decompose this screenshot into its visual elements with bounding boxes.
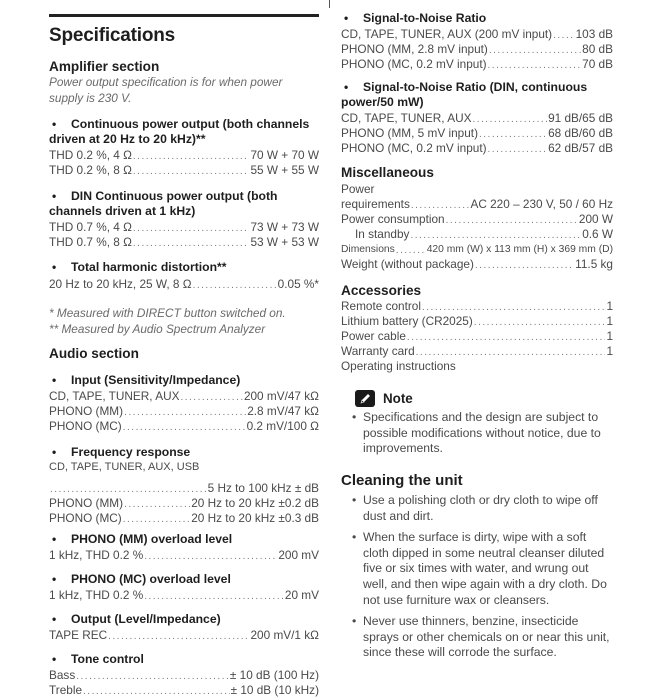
bullet-dot: • xyxy=(344,80,349,94)
bullet-dot: • xyxy=(352,614,357,629)
spec-row: requirements ..... AC 220 – 230 V, 50 / 60 Hz xyxy=(341,197,613,212)
spec-row: TAPE REC ..... 200 mV/1 kΩ xyxy=(49,628,319,643)
audio-heading: Audio section xyxy=(49,346,139,361)
din-power-block xyxy=(49,189,319,250)
misc-block xyxy=(341,165,613,272)
bullet-dot: • xyxy=(52,572,57,586)
output-heading: • Output (Level/Impedance) xyxy=(52,612,221,626)
spec-row: PHONO (MM, 5 mV input) ..... 68 dB/60 dB xyxy=(341,126,613,141)
bullet-dot: • xyxy=(352,410,357,424)
spec-row: Remote control ..... 1 xyxy=(341,299,613,314)
spec-row: CD, TAPE, TUNER, AUX (200 mV input) ..... 103 dB xyxy=(341,27,613,42)
note-text: • Specifications and the design are subject to possible modifications without notice, due to improvements. xyxy=(352,410,601,456)
top-rule xyxy=(49,14,319,17)
mm-overload-heading: • PHONO (MM) overload level xyxy=(52,532,233,546)
spec-row: PHONO (MM, 2.8 mV input) ..... 80 dB xyxy=(341,42,613,57)
spec-row: Power cable ..... 1 xyxy=(341,329,613,344)
spec-row: THD 0.7 %, 4 Ω ..... 73 W + 73 W xyxy=(49,220,319,235)
cleaning-block xyxy=(341,472,613,661)
bullet-dot: • xyxy=(344,11,349,25)
snr-block xyxy=(341,11,613,72)
continuous-power-heading: • Continuous power output (both channels driven at 20 Hz to 20 kHz)** xyxy=(49,117,310,146)
snr-heading: • Signal-to-Noise Ratio xyxy=(344,11,487,25)
cleaning-item: • Never use thinners, benzine, insecticide sprays or other chemicals on or near this unit, since these will corrode the surface. xyxy=(352,614,610,660)
footnote-direct: * Measured with DIRECT button switched on. xyxy=(49,306,286,320)
spec-row: CD, TAPE, TUNER, AUX ..... 200 mV/47 kΩ xyxy=(49,389,319,404)
frequency-block xyxy=(49,445,319,526)
spec-row: ..... 5 Hz to 100 kHz ± dB xyxy=(49,481,319,496)
frequency-sources: CD, TAPE, TUNER, AUX, USB xyxy=(49,461,200,473)
column-separator xyxy=(329,0,330,8)
frequency-heading: • Frequency response xyxy=(52,445,191,459)
spec-row: Power consumption ..... 200 W xyxy=(341,212,613,227)
bullet-dot: • xyxy=(352,493,357,507)
spec-row: Dimensions ..... 420 mm (W) x 113 mm (H) x 369 mm (D) xyxy=(341,242,613,257)
footnotes xyxy=(49,306,319,337)
input-heading: • Input (Sensitivity/Impedance) xyxy=(52,373,241,387)
footnote-analyzer: ** Measured by Audio Spectrum Analyzer xyxy=(49,321,266,336)
thd-heading: • Total harmonic distortion** xyxy=(52,260,227,274)
spec-row: Treble ..... ± 10 dB (10 kHz) xyxy=(49,683,319,698)
spec-row: PHONO (MC) ..... 0.2 mV/100 Ω xyxy=(49,419,319,434)
spec-row: 20 Hz to 20 kHz, 25 W, 8 Ω ..... 0.05 %* xyxy=(49,277,319,292)
spec-row: THD 0.2 %, 4 Ω ..... 70 W + 70 W xyxy=(49,148,319,163)
spec-row: Lithium battery (CR2025) ..... 1 xyxy=(341,314,613,329)
bullet-dot: • xyxy=(52,612,57,626)
bullet-dot: • xyxy=(352,530,357,545)
spec-row: Bass ..... ± 10 dB (100 Hz) xyxy=(49,668,319,683)
bullet-dot: • xyxy=(52,445,57,459)
power-label: Power xyxy=(341,182,375,196)
spec-row: 1 kHz, THD 0.2 % ..... 20 mV xyxy=(49,588,319,603)
snr-din-block xyxy=(341,80,613,156)
mc-overload-heading: • PHONO (MC) overload level xyxy=(52,572,231,586)
cleaning-heading: Cleaning the unit xyxy=(341,472,463,489)
bullet-dot: • xyxy=(52,532,57,546)
thd-block xyxy=(49,260,319,292)
spec-row: 1 kHz, THD 0.2 % ..... 200 mV xyxy=(49,548,319,563)
continuous-power-block xyxy=(49,117,319,178)
spec-row: CD, TAPE, TUNER, AUX ..... 91 dB/65 dB xyxy=(341,111,613,126)
cleaning-item: • When the surface is dirty, wipe with a soft cloth dipped in some neutral cleanser diluted five or six times with water, and wrung out well, and then wipe again with a dry cloth. Do not use furniture wax or cleansers. xyxy=(352,530,607,607)
mc-overload-block xyxy=(49,572,319,603)
page-title: Specifications xyxy=(49,25,176,46)
input-block xyxy=(49,373,319,434)
spec-row: THD 0.2 %, 8 Ω ..... 55 W + 55 W xyxy=(49,163,319,178)
mm-overload-block xyxy=(49,532,319,563)
amplifier-heading: Amplifier section xyxy=(49,59,160,74)
accessories-block xyxy=(341,283,613,374)
spec-row: PHONO (MC) ..... 20 Hz to 20 kHz ±0.3 dB xyxy=(49,511,319,526)
bullet-dot: • xyxy=(52,652,57,666)
bullet-dot: • xyxy=(52,373,57,387)
cleaning-item: • Use a polishing cloth or dry cloth to wipe off dust and dirt. xyxy=(352,493,598,523)
spec-row: Weight (without package) ..... 11.5 kg xyxy=(341,257,613,272)
spec-row: PHONO (MC, 0.2 mV input) ..... 70 dB xyxy=(341,57,613,72)
accessories-heading: Accessories xyxy=(341,283,422,298)
note-title: Note xyxy=(341,390,613,407)
spec-row: PHONO (MM) ..... 20 Hz to 20 kHz ±0.2 dB xyxy=(49,496,319,511)
operating-instructions: Operating instructions xyxy=(341,359,456,373)
spec-row: Warranty card ..... 1 xyxy=(341,344,613,359)
spec-row: In standby ..... 0.6 W xyxy=(341,227,613,242)
amplifier-section xyxy=(49,59,319,106)
amplifier-note: Power output specification is for when power supply is 230 V. xyxy=(49,75,283,105)
audio-heading-wrap xyxy=(49,346,319,361)
pencil-note-icon xyxy=(355,390,375,407)
bullet-dot: • xyxy=(52,189,57,203)
bullet-dot: • xyxy=(52,260,57,274)
snr-din-heading: • Signal-to-Noise Ratio (DIN, continuous power/50 mW) xyxy=(341,80,588,109)
din-power-heading: • DIN Continuous power output (both channels driven at 1 kHz) xyxy=(49,189,278,218)
spec-row: THD 0.7 %, 8 Ω ..... 53 W + 53 W xyxy=(49,235,319,250)
spec-row: PHONO (MC, 0.2 mV input) ..... 62 dB/57 dB xyxy=(341,141,613,156)
tone-block xyxy=(49,652,319,698)
misc-heading: Miscellaneous xyxy=(341,165,434,180)
tone-heading: • Tone control xyxy=(52,652,144,666)
note-block xyxy=(341,390,613,457)
spec-row: PHONO (MM) ..... 2.8 mV/47 kΩ xyxy=(49,404,319,419)
bullet-dot: • xyxy=(52,117,57,131)
output-block xyxy=(49,612,319,643)
